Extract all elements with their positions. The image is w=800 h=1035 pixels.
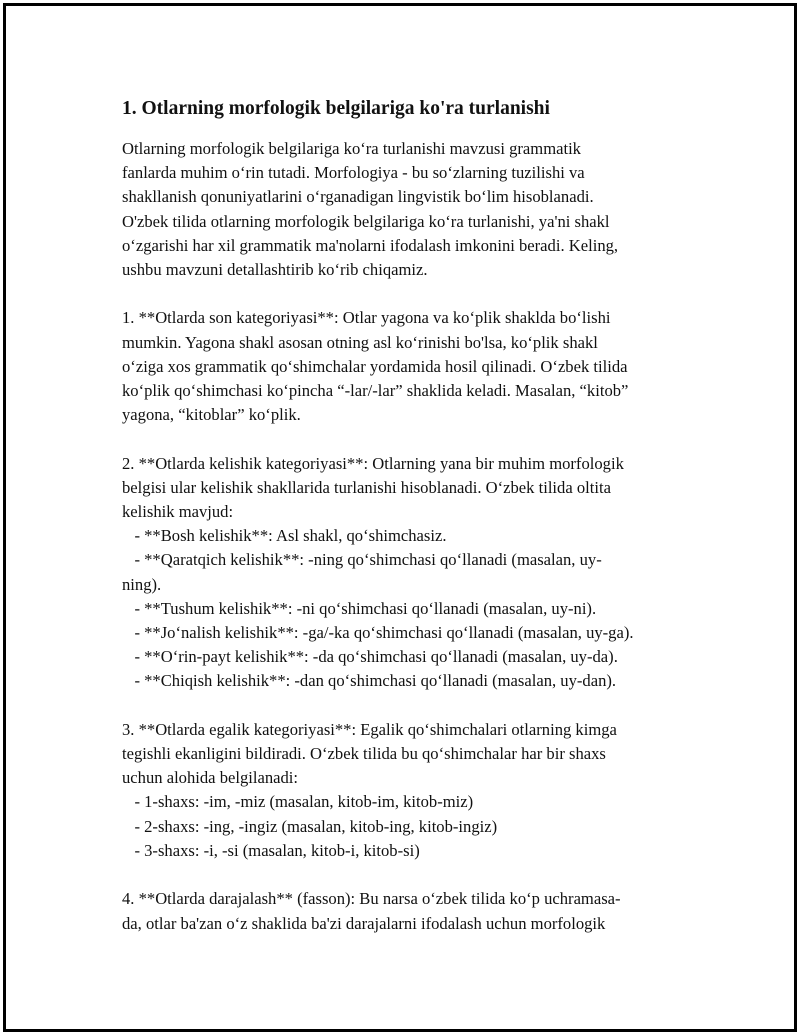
document-page: [3, 3, 797, 1032]
section-heading: 1. Otlarning morfologik belgilariga ko'ra turlanishi: [122, 98, 550, 119]
document-content: [122, 96, 682, 936]
text-line: - **Tushum kelishik**: -ni qo‘shimchasi qo‘llanadi (masalan, uy-ni).: [122, 598, 597, 618]
text-line: o‘ziga xos grammatik qo‘shimchalar yordamida hosil qilinadi. O‘zbek tilida: [122, 356, 628, 376]
text-line: shakllanish qonuniyatlarini o‘rganadigan lingvistik bo‘lim hisoblanadi.: [122, 187, 594, 207]
text-line: 2. **Otlarda kelishik kategoriyasi**: Otlarning yana bir muhim morfologik: [122, 453, 624, 473]
blank-line: [122, 863, 682, 887]
text-line: - **O‘rin-payt kelishik**: -da qo‘shimchasi qo‘llanadi (masalan, uy-da).: [122, 647, 618, 667]
text-line: belgisi ular kelishik shakllarida turlanishi hisoblanadi. O‘zbek tilida oltita: [122, 477, 611, 497]
text-line: fanlarda muhim o‘rin tutadi. Morfologiya - bu so‘zlarning tuzilishi va: [122, 163, 585, 183]
text-line: Otlarning morfologik belgilariga ko‘ra turlanishi mavzusi grammatik: [122, 139, 581, 158]
text-line: - 2-shaxs: -ing, -ingiz (masalan, kitob-ing, kitob-ingiz): [122, 816, 498, 836]
text-line: ushbu mavzuni detallashtirib ko‘rib chiqamiz.: [122, 260, 428, 280]
text-line: - 1-shaxs: -im, -miz (masalan, kitob-im, kitob-miz): [122, 792, 474, 812]
text-line: ko‘plik qo‘shimchasi ko‘pincha “-lar/-lar” shaklida keladi. Masalan, “kitob”: [122, 381, 629, 401]
text-line: - **Bosh kelishik**: Asl shakl, qo‘shimchasiz.: [122, 526, 447, 546]
text-line: yagona, “kitoblar” ko‘plik.: [122, 405, 301, 425]
text-line: tegishli ekanligini bildiradi. O‘zbek tilida bu qo‘shimchalar har bir shaxs: [122, 744, 606, 764]
text-line: o‘zgarishi har xil grammatik ma'nolarni ifodalash imkonini beradi. Keling,: [122, 235, 619, 255]
text-line: kelishik mavjud:: [122, 502, 234, 522]
text-line: - 3-shaxs: -i, -si (masalan, kitob-i, kitob-si): [122, 840, 420, 860]
text-line: 3. **Otlarda egalik kategoriyasi**: Egalik qo‘shimchalari otlarning kimga: [122, 719, 617, 739]
blank-line: [122, 694, 682, 718]
text-line: ning).: [122, 574, 162, 594]
text-line: mumkin. Yagona shakl asosan otning asl ko‘rinishi bo'lsa, ko‘plik shakl: [122, 332, 598, 352]
blank-line: [122, 282, 682, 306]
text-line: 4. **Otlarda darajalash** (fasson): Bu narsa o‘zbek tilida ko‘p uchramasa-: [122, 889, 621, 909]
text-line: - **Chiqish kelishik**: -dan qo‘shimchasi qo‘llanadi (masalan, uy-dan).: [122, 671, 617, 691]
body-text: [122, 137, 682, 936]
text-line: 1. **Otlarda son kategoriyasi**: Otlar yagona va ko‘plik shaklda bo‘lishi: [122, 308, 611, 328]
text-line: - **Jo‘nalish kelishik**: -ga/-ka qo‘shimchasi qo‘llanadi (masalan, uy-ga).: [122, 623, 634, 643]
text-line: - **Qaratqich kelishik**: -ning qo‘shimchasi qo‘llanadi (masalan, uy-: [122, 550, 602, 570]
text-line: O'zbek tilida otlarning morfologik belgilariga ko‘ra turlanishi, ya'ni shakl: [122, 211, 610, 231]
blank-line: [122, 427, 682, 451]
text-line: uchun alohida belgilanadi:: [122, 768, 299, 788]
text-line: da, otlar ba'zan o‘z shaklida ba'zi darajalarni ifodalash uchun morfologik: [122, 913, 606, 933]
